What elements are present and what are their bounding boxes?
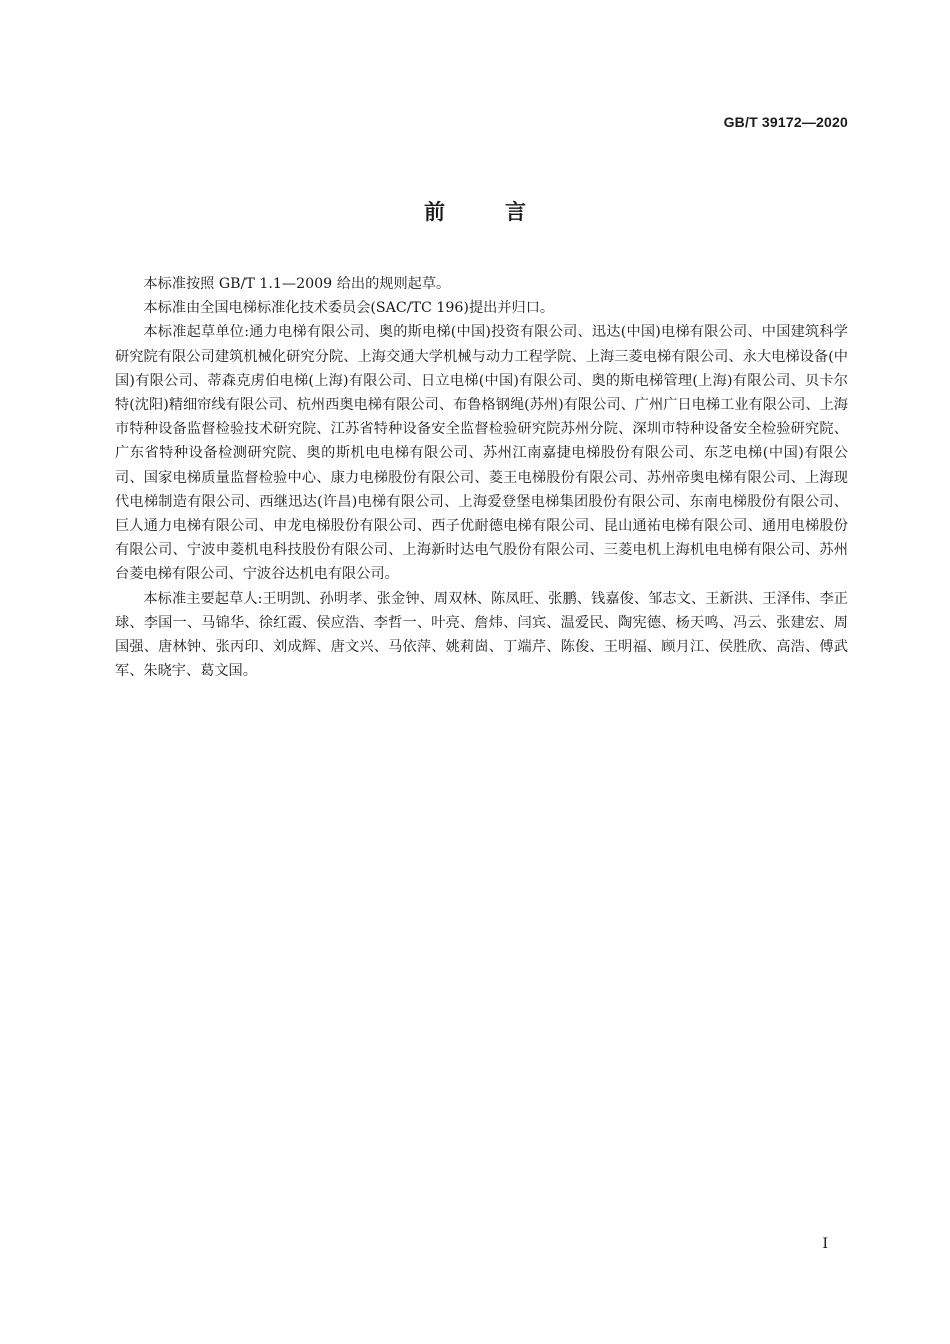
standard-number: GB/T 39172—2020 xyxy=(723,114,848,130)
paragraph-drafting-units: 本标准起草单位:通力电梯有限公司、奥的斯电梯(中国)投资有限公司、迅达(中国)电梯有限公司、中国建筑科学研究院有限公司建筑机械化研究分院、上海交通大学机械与动力工程学院、上海三菱电梯有限公司、永大电梯设备(中国)有限公司、蒂森克虏伯电梯(上海)有限公司、日立电梯(中国)有限公司、奥的斯电梯管理(上海)有限公司、贝卡尔特(沈阳)精细帘线有限公司、杭州西奥电梯有限公司、布鲁格钢绳(苏州)有限公司、广州广日电梯工业有限公司、上海市特种设备监督检验技术研究院、江苏省特种设备安全监督检验研究院苏州分院、深圳市特种设备安全检验研究院、广东省特种设备检测研究院、奥的斯机电电梯有限公司、苏州江南嘉捷电梯股份有限公司、东芝电梯(中国)有限公司、国家电梯质量监督检验中心、康力电梯股份有限公司、菱王电梯股份有限公司、苏州帝奥电梯有限公司、上海现代电梯制造有限公司、西继迅达(许昌)电梯有限公司、上海爱登堡电梯集团股份有限公司、东南电梯股份有限公司、巨人通力电梯有限公司、申龙电梯股份有限公司、西子优耐德电梯有限公司、昆山通祐电梯有限公司、通用电梯股份有限公司、宁波申菱机电科技股份有限公司、上海新时达电气股份有限公司、三菱电机上海机电电梯有限公司、苏州台菱电梯有限公司、宁波谷达机电有限公司。 xyxy=(115,324,848,583)
page-number: I xyxy=(822,1236,828,1252)
page-title: 前言 xyxy=(424,200,586,224)
paragraph-drafters: 本标准主要起草人:王明凯、孙明孝、张金钟、周双林、陈凤旺、张鹏、钱嘉俊、邹志文、王新洪、王泽伟、李正球、李国一、马锦华、徐红霞、侯应浩、李哲一、叶亮、詹炜、闫宾、温爱民、陶宪德、杨天鸣、冯云、张建宏、周国强、唐林钟、张丙印、刘成辉、唐文兴、马依萍、姚莉崮、丁端芹、陈俊、王明福、顾月江、侯胜欣、高浩、傅武军、朱晓宇、葛文国。 xyxy=(115,590,848,680)
paragraph-drafting-rules: 本标准按照 GB/T 1.1—2009 给出的规则起草。 xyxy=(143,276,451,292)
paragraph-proposer: 本标准由全国电梯标准化技术委员会(SAC/TC 196)提出并归口。 xyxy=(143,300,555,317)
foreword-body xyxy=(115,272,848,683)
